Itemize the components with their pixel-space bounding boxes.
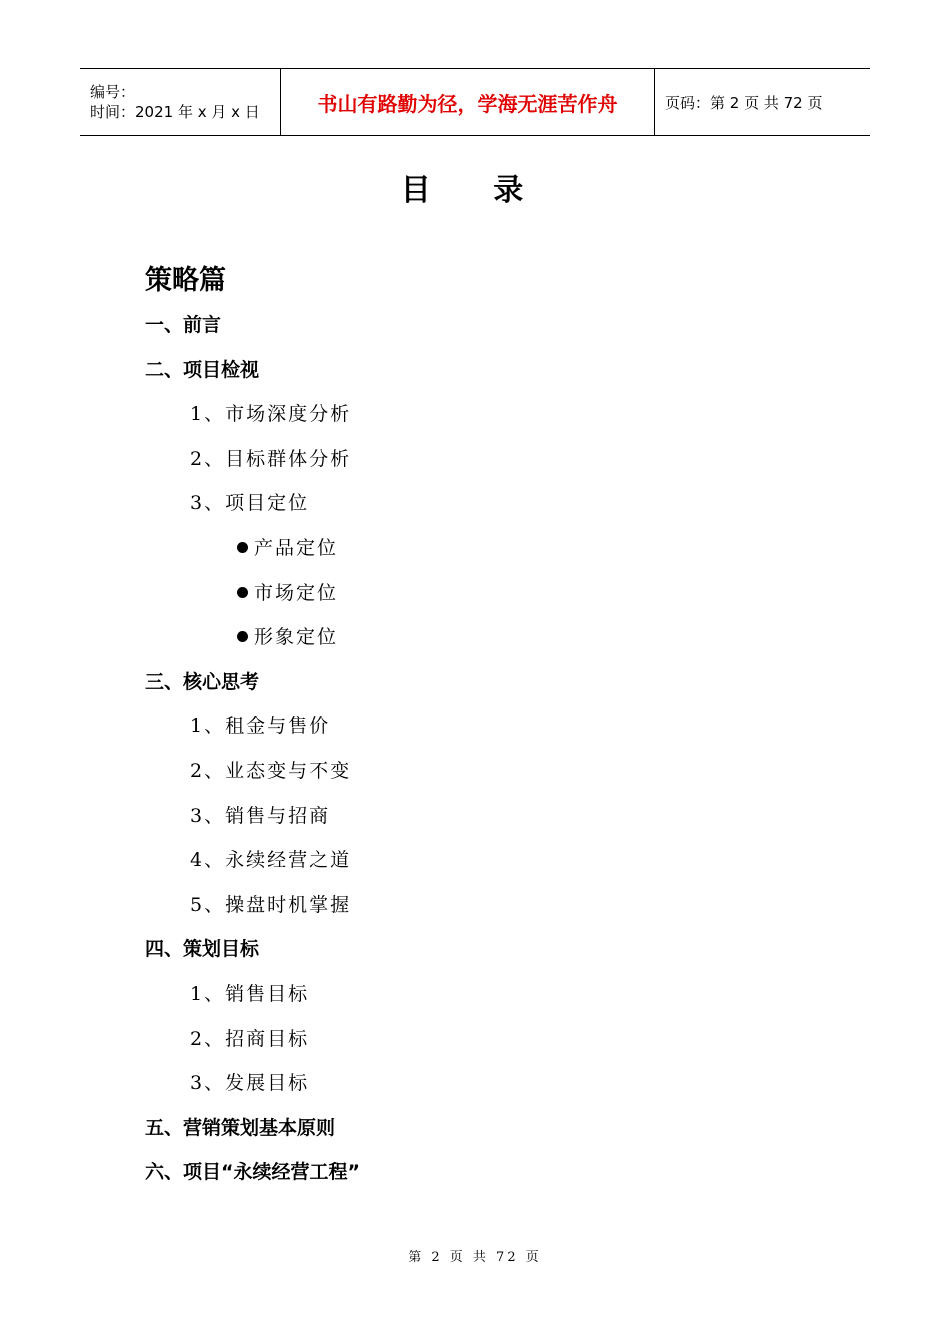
- toc-item-label: 2、招商目标: [190, 1028, 310, 1050]
- toc-item: [145, 669, 259, 695]
- toc-item-label: 5、操盘时机掌握: [190, 894, 352, 916]
- toc-item-label: 3、项目定位: [190, 492, 310, 514]
- toc-item-label: 3、发展目标: [190, 1072, 310, 1094]
- page-info-text: 页码：第 2 页 共 72 页: [665, 93, 823, 112]
- toc-item: [190, 981, 309, 1007]
- toc-item-label: 1、市场深度分析: [190, 403, 352, 425]
- toc-item: [145, 357, 259, 383]
- toc-item-label: 1、销售目标: [190, 983, 310, 1005]
- toc-item: [190, 803, 330, 829]
- toc-item: [190, 446, 351, 472]
- toc-item-label: 一、前言: [145, 314, 222, 336]
- toc-item: [237, 624, 338, 650]
- toc-item-label: 二、项目检视: [145, 359, 260, 381]
- toc-item: [145, 1115, 335, 1141]
- toc-item-label: 4、永续经营之道: [190, 849, 352, 871]
- toc-item: [190, 490, 309, 516]
- toc-item-label: 2、业态变与不变: [190, 760, 352, 782]
- toc-item: [145, 312, 221, 338]
- header-motto: 书山有路勤为径，学海无涯苦作舟: [317, 91, 618, 116]
- page-title: 目 录: [400, 173, 550, 208]
- toc-item: [145, 936, 259, 962]
- toc-item-label: 2、目标群体分析: [190, 448, 352, 470]
- header-page-info: [655, 69, 870, 135]
- bullet-icon: [237, 631, 248, 642]
- toc-item-label: 四、策划目标: [145, 938, 260, 960]
- toc-item-label: 五、营销策划基本原则: [145, 1117, 336, 1139]
- toc-item: [190, 1026, 309, 1052]
- section-title: 策略篇: [145, 265, 226, 296]
- toc-item: [237, 580, 338, 606]
- page-footer: 第 2 页 共 72 页: [408, 1250, 542, 1265]
- toc-item-label: 3、销售与招商: [190, 805, 331, 827]
- page-header: [80, 68, 870, 136]
- bullet-icon: [237, 587, 248, 598]
- document-date: 时间：2021 年 x 月 x 日: [90, 103, 260, 121]
- header-meta: [80, 69, 281, 135]
- toc-item: [190, 847, 351, 873]
- toc-item: [190, 892, 351, 918]
- toc-item-label: 形象定位: [254, 626, 339, 648]
- toc-item-label: 三、核心思考: [145, 671, 260, 693]
- document-number-label: 编号：: [90, 83, 136, 101]
- toc-item-label: 产品定位: [254, 537, 339, 559]
- bullet-icon: [237, 542, 248, 553]
- toc-item: [190, 1070, 309, 1096]
- header-motto-cell: [281, 69, 655, 135]
- toc-item: [145, 1159, 360, 1185]
- toc-item-label: 市场定位: [254, 582, 339, 604]
- toc-item: [190, 401, 351, 427]
- toc-item-label: 1、租金与售价: [190, 715, 331, 737]
- toc-item-label: 六、项目“永续经营工程”: [145, 1161, 360, 1183]
- toc-item: [190, 713, 330, 739]
- toc-item: [237, 535, 338, 561]
- toc-item: [190, 758, 351, 784]
